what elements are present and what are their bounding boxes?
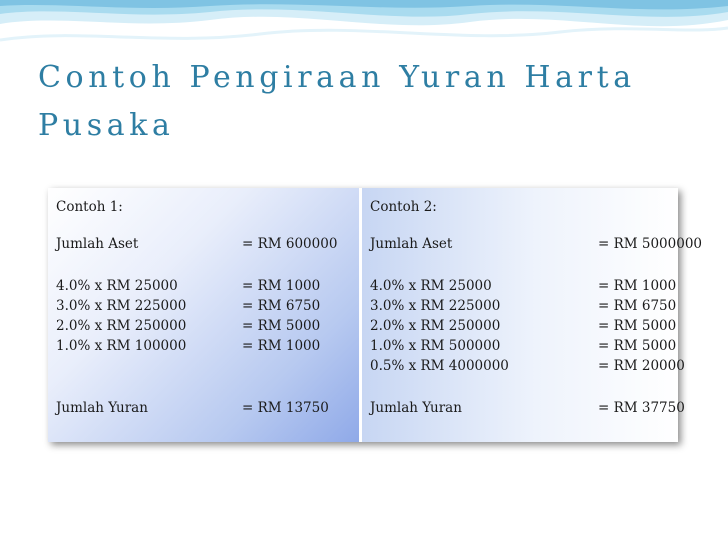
example-1-heading-row (48, 199, 360, 219)
table-row (362, 338, 678, 358)
total-asset-value: = RM 5000000 (598, 236, 703, 252)
rate-value: = RM 1000 (242, 338, 321, 354)
rate-label: 4.0% x RM 25000 (56, 278, 178, 294)
rate-label: 1.0% x RM 500000 (370, 338, 501, 354)
table-row (48, 318, 360, 338)
table-row (362, 298, 678, 318)
table-row (362, 278, 678, 298)
example-1-total-fee-row (48, 400, 360, 420)
page-title: Contoh Pengiraan Yuran Harta Pusaka (38, 60, 636, 143)
rate-label: 2.0% x RM 250000 (56, 318, 187, 334)
example-2-total-fee-row (362, 400, 685, 420)
rate-label: 1.0% x RM 100000 (56, 338, 187, 354)
table-row (362, 318, 678, 338)
example-2-panel (362, 188, 703, 442)
example-2-total-asset-row (362, 236, 703, 256)
rate-value: = RM 5000 (598, 318, 677, 334)
total-asset-label: Jumlah Aset (56, 236, 139, 252)
table-row (48, 298, 360, 318)
total-asset-value: = RM 600000 (242, 236, 338, 252)
rate-value: = RM 6750 (242, 298, 321, 314)
total-asset-label: Jumlah Aset (370, 236, 453, 252)
rate-label: 4.0% x RM 25000 (370, 278, 492, 294)
rate-value: = RM 5000 (598, 338, 677, 354)
rate-label: 0.5% x RM 4000000 (370, 358, 509, 374)
table-row (48, 278, 360, 298)
total-fee-label: Jumlah Yuran (56, 400, 148, 416)
rate-value: = RM 6750 (598, 298, 677, 314)
table-row (362, 358, 685, 378)
calculation-table (48, 188, 703, 442)
rate-label: 2.0% x RM 250000 (370, 318, 501, 334)
example-2-heading-row (362, 199, 678, 219)
example-1-heading: Contoh 1: (56, 199, 123, 215)
rate-label: 3.0% x RM 225000 (370, 298, 501, 314)
rate-value: = RM 5000 (242, 318, 321, 334)
example-1-panel (48, 188, 360, 442)
example-1-total-asset-row (48, 236, 360, 256)
rate-value: = RM 1000 (242, 278, 321, 294)
rate-label: 3.0% x RM 225000 (56, 298, 187, 314)
rate-value: = RM 20000 (598, 358, 685, 374)
total-fee-value: = RM 13750 (242, 400, 329, 416)
example-2-heading: Contoh 2: (370, 199, 437, 215)
total-fee-value: = RM 37750 (598, 400, 685, 416)
table-row (48, 338, 360, 358)
total-fee-label: Jumlah Yuran (370, 400, 462, 416)
rate-value: = RM 1000 (598, 278, 677, 294)
